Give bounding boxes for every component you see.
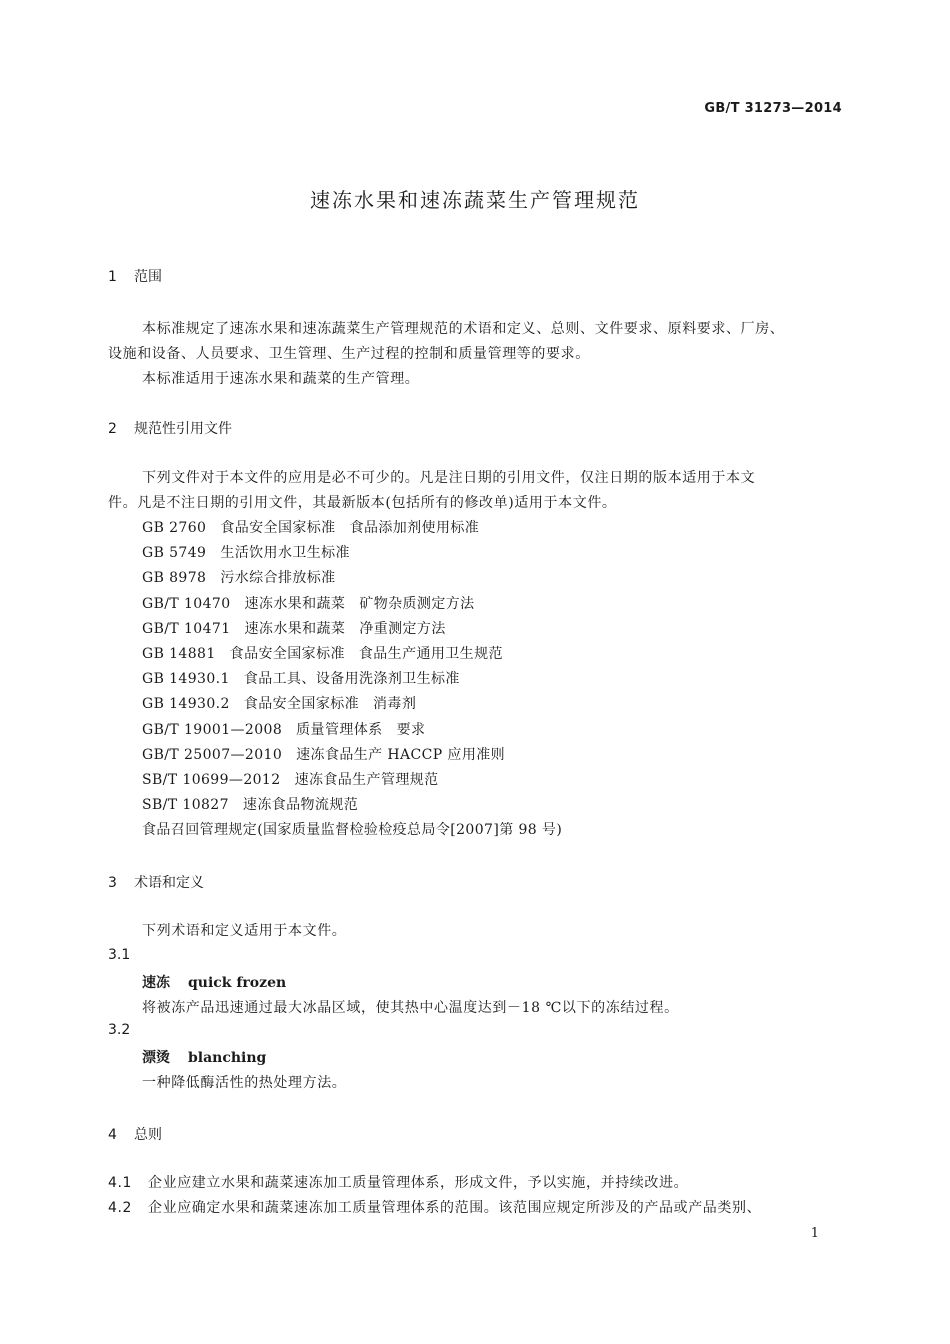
section-4-heading	[108, 1124, 162, 1144]
reference-item	[142, 769, 439, 789]
section-number: 2	[108, 421, 117, 437]
ref-name: 食品安全国家标准	[229, 646, 345, 662]
paragraph-line: 本标准规定了速冻水果和速冻蔬菜生产管理规范的术语和定义、总则、文件要求、原料要求、厂房、	[142, 321, 785, 337]
ref-code: GB/T 10470	[142, 596, 231, 612]
paragraph-line: 设施和设备、人员要求、卫生管理、生产过程的控制和质量管理等的要求。	[108, 346, 590, 362]
clause-number: 4.2	[108, 1200, 133, 1216]
ref-name: 食品安全国家标准	[243, 696, 360, 712]
ref-name-part: 矿物杂质测定方法	[359, 596, 475, 612]
term-definition: 将被冻产品迅速通过最大冰晶区域，使其热中心温度达到－18 ℃以下的冻结过程。	[142, 1000, 679, 1016]
term-heading	[142, 972, 286, 992]
section-title: 总则	[134, 1127, 162, 1143]
section-title: 范围	[134, 269, 162, 285]
ref-name-part: 食品添加剂使用标准	[349, 520, 480, 536]
reference-item	[142, 693, 416, 713]
section-1-heading	[108, 266, 162, 286]
paragraph-line: 本标准适用于速冻水果和蔬菜的生产管理。	[142, 371, 420, 387]
ref-name: 污水综合排放标准	[220, 570, 336, 586]
clause-text: 企业应确定水果和蔬菜速冻加工质量管理体系的范围。该范围应规定所涉及的产品或产品类别、	[148, 1200, 762, 1216]
section-title: 规范性引用文件	[134, 421, 232, 437]
ref-code: GB 14881	[142, 646, 216, 662]
ref-code: GB 8978	[142, 570, 207, 586]
section-3-heading	[108, 872, 204, 892]
clause-number: 4.1	[108, 1175, 133, 1191]
ref-name: 速冻水果和蔬菜	[244, 621, 346, 637]
reference-item	[142, 643, 503, 663]
ref-name-part: 要求	[396, 722, 426, 738]
term-number: 3.2	[108, 1022, 131, 1038]
ref-code: GB/T 10471	[142, 621, 231, 637]
paragraph-line: 件。凡是不注日期的引用文件，其最新版本(包括所有的修改单)适用于本文件。	[108, 495, 617, 511]
ref-code: GB 14930.2	[142, 696, 230, 712]
reference-item	[142, 593, 475, 613]
section-title: 术语和定义	[134, 875, 204, 891]
term-heading	[142, 1047, 266, 1067]
ref-name: 生活饮用水卫生标准	[220, 545, 350, 561]
paragraph-line: 下列术语和定义适用于本文件。	[142, 923, 347, 939]
clause	[108, 1197, 761, 1217]
ref-name-part: 食品生产通用卫生规范	[358, 646, 503, 662]
section-2-heading	[108, 418, 232, 438]
ref-name: 速冻食品生产 HACCP 应用准则	[296, 747, 506, 763]
ref-code: GB/T 25007—2010	[142, 747, 283, 763]
section-number: 3	[108, 875, 117, 891]
ref-code: GB 2760	[142, 520, 207, 536]
term-english: blanching	[188, 1050, 267, 1066]
reference-item: 食品召回管理规定(国家质量监督检验检疫总局令[2007]第 98 号)	[142, 822, 563, 838]
ref-name: 速冻食品生产管理规范	[294, 772, 439, 788]
term-english: quick frozen	[188, 975, 287, 991]
section-number: 4	[108, 1127, 117, 1143]
reference-item	[142, 719, 425, 739]
reference-item	[142, 794, 358, 814]
term-number: 3.1	[108, 947, 131, 963]
reference-item	[142, 668, 460, 688]
term-chinese: 速冻	[142, 975, 170, 991]
reference-item	[142, 744, 505, 764]
ref-name-part: 净重测定方法	[359, 621, 446, 637]
clause	[108, 1172, 688, 1192]
ref-name-part: 消毒剂	[373, 696, 417, 712]
document-title: 速冻水果和速冻蔬菜生产管理规范	[310, 188, 640, 212]
reference-item	[142, 567, 336, 587]
page-number: 1	[810, 1226, 819, 1241]
reference-item	[142, 618, 446, 638]
term-definition: 一种降低酶活性的热处理方法。	[142, 1075, 347, 1091]
ref-name: 质量管理体系	[296, 722, 383, 738]
reference-item	[142, 542, 350, 562]
ref-name: 食品安全国家标准	[220, 520, 336, 536]
ref-code: SB/T 10699—2012	[142, 772, 281, 788]
ref-code: SB/T 10827	[142, 797, 229, 813]
clause-text: 企业应建立水果和蔬菜速冻加工质量管理体系，形成文件，予以实施，并持续改进。	[148, 1175, 689, 1191]
reference-item	[142, 517, 479, 537]
standard-number: GB/T 31273—2014	[704, 101, 842, 116]
ref-code: GB 14930.1	[142, 671, 230, 687]
term-chinese: 漂烫	[142, 1050, 170, 1066]
ref-name: 食品工具、设备用洗涤剂卫生标准	[243, 671, 460, 687]
ref-code: GB/T 19001—2008	[142, 722, 283, 738]
paragraph-line: 下列文件对于本文件的应用是必不可少的。凡是注日期的引用文件，仅注日期的版本适用于本文	[142, 470, 756, 486]
section-number: 1	[108, 269, 117, 285]
ref-name: 速冻水果和蔬菜	[244, 596, 346, 612]
ref-name: 速冻食品物流规范	[242, 797, 359, 813]
ref-code: GB 5749	[142, 545, 207, 561]
